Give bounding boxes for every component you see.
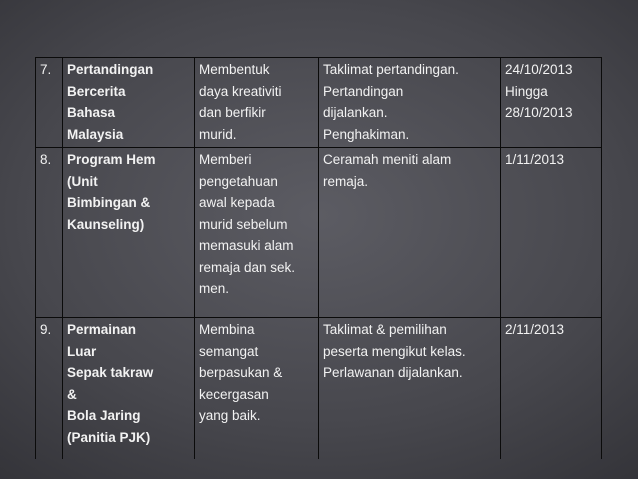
table-row: [36, 58, 602, 148]
date-cell: 2/11/2013: [501, 318, 602, 460]
activity-cell: Taklimat & pemilihan peserta mengikut kelas. Perlawanan dijalankan.: [319, 318, 501, 460]
objective-cell: Membentuk daya kreativiti dan berfikir murid.: [195, 58, 319, 148]
program-name-cell: Program Hem (Unit Bimbingan & Kaunseling): [63, 148, 195, 318]
row-number-cell: 8.: [36, 148, 63, 318]
activity-table: [35, 57, 602, 459]
table-row: [36, 148, 602, 318]
table-row: [36, 318, 602, 460]
program-name-cell: Pertandingan Bercerita Bahasa Malaysia: [63, 58, 195, 148]
date-cell: 1/11/2013: [501, 148, 602, 318]
date-cell: 24/10/2013 Hingga 28/10/2013: [501, 58, 602, 148]
objective-cell: Memberi pengetahuan awal kepada murid sebelum memasuki alam remaja dan sek. men.: [195, 148, 319, 318]
row-number-cell: 9.: [36, 318, 63, 460]
activity-cell: Ceramah meniti alam remaja.: [319, 148, 501, 318]
objective-cell: Membina semangat berpasukan & kecergasan yang baik.: [195, 318, 319, 460]
row-number-cell: 7.: [36, 58, 63, 148]
activity-cell: Taklimat pertandingan. Pertandingan dijalankan. Penghakiman.: [319, 58, 501, 148]
program-name-cell: Permainan Luar Sepak takraw & Bola Jaring (Panitia PJK): [63, 318, 195, 460]
